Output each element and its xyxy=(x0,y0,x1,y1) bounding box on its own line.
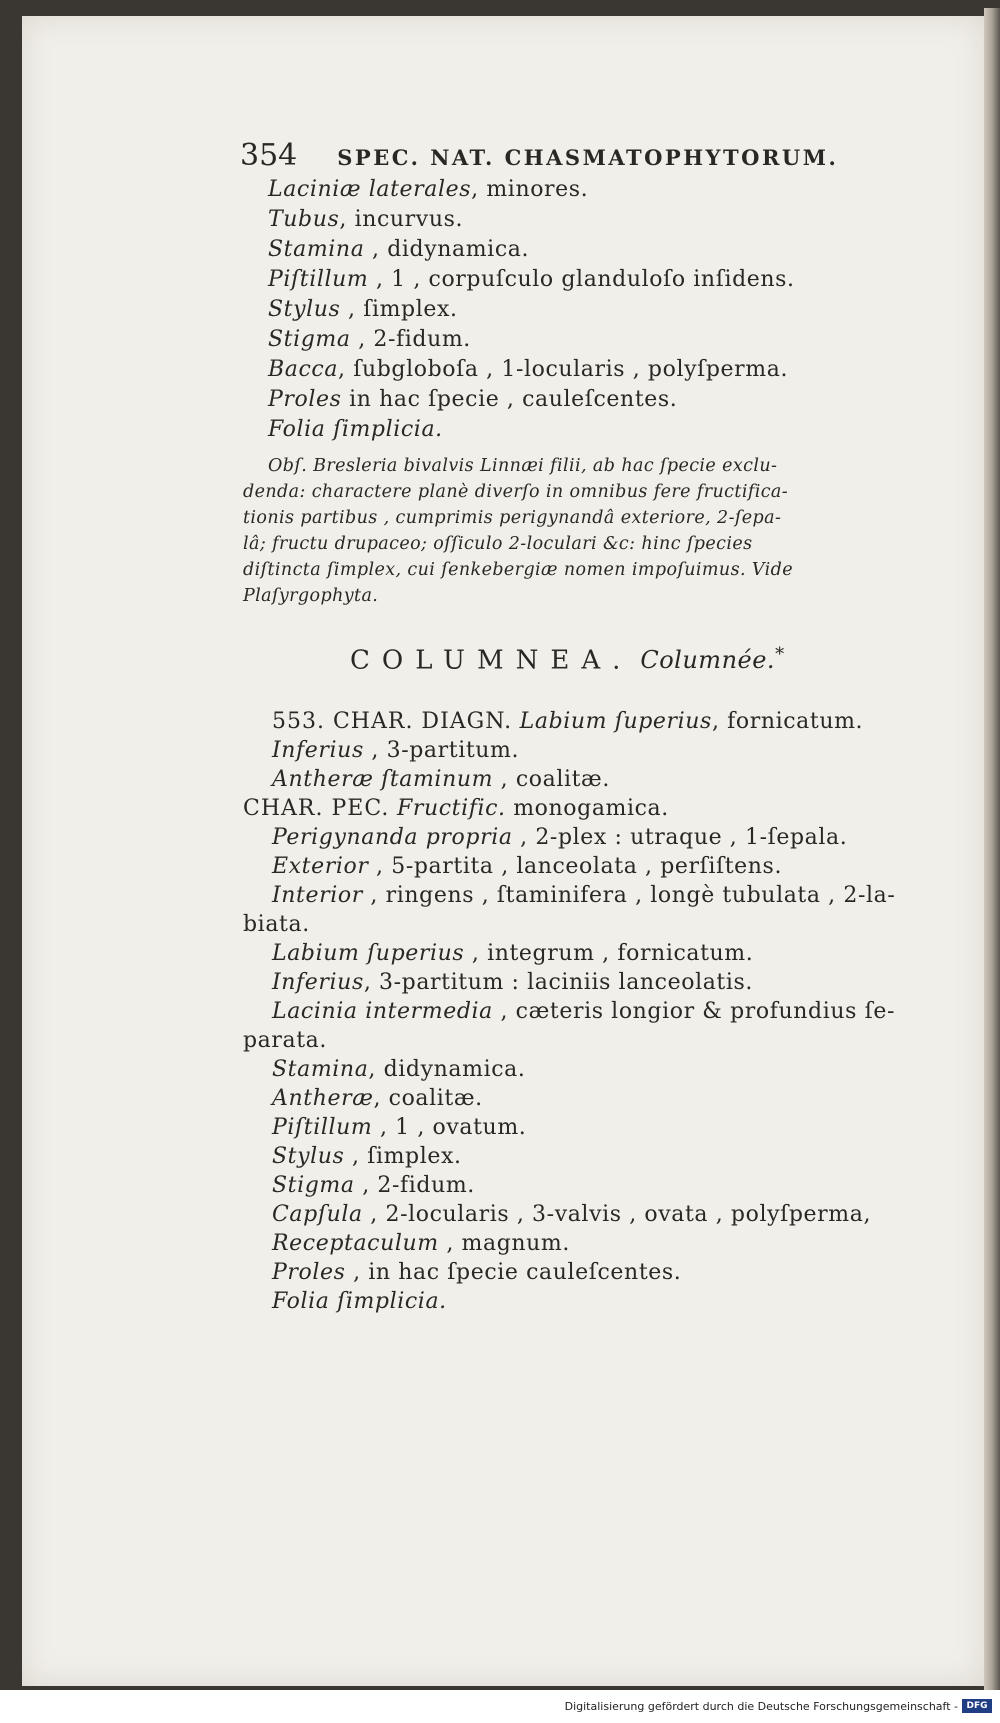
entry-line xyxy=(272,940,753,968)
entry-term: Labium ſuperius xyxy=(272,941,465,966)
genus-name: COLUMNEA. xyxy=(350,645,633,676)
entry-term: Exterior xyxy=(272,854,369,879)
entry-term: Receptaculum xyxy=(272,1231,439,1256)
entry-term: Stigma xyxy=(268,327,351,352)
entry-line xyxy=(272,737,519,765)
entry-line xyxy=(243,911,310,939)
entry-line xyxy=(272,766,610,794)
entry-text: , incurvus. xyxy=(339,207,464,232)
entry-line xyxy=(272,1143,462,1171)
entry-line xyxy=(272,1288,447,1316)
entry-text: , ringens , ſtaminifera , longè tubulata , 2-la- xyxy=(362,883,896,908)
entry-text: , 1 , ovatum. xyxy=(372,1115,527,1140)
digitization-credit: Digitalisierung gefördert durch die Deutsche Forschungsgemeinschaft - xyxy=(564,1700,958,1713)
entry-text: , 5-partita , lanceolata , perſiſtens. xyxy=(368,854,783,879)
entry-line xyxy=(268,386,677,414)
entry-term: Folia ſimplicia. xyxy=(268,417,443,442)
entry-text: , in hac ſpecie cauleſcentes. xyxy=(345,1260,682,1285)
entry-term: Stamina xyxy=(272,1057,369,1082)
entry-line xyxy=(272,1056,525,1084)
entry-term: Folia ſimplicia. xyxy=(272,1289,447,1314)
entry-label: 553. CHAR. DIAGN. xyxy=(272,709,513,734)
entry-text: , 2-locularis , 3-valvis , ovata , polyſperma, xyxy=(362,1202,872,1227)
entry-text: , didynamica. xyxy=(368,1057,526,1082)
entry-term: Antheræ ſtaminum xyxy=(272,767,494,792)
entry-line xyxy=(268,416,443,444)
entry-term: Antheræ xyxy=(272,1086,374,1111)
entry-text: , ſimplex. xyxy=(344,1144,462,1169)
entry-line xyxy=(272,1259,681,1287)
entry-text: , 3-partitum : laciniis lanceolatis. xyxy=(363,970,753,995)
entry-text: , 2-fidum. xyxy=(354,1173,475,1198)
entry-text: , ſubgloboſa , 1-locularis , polyſperma. xyxy=(338,357,789,382)
entry-line xyxy=(268,356,788,384)
entry-text: , coalitæ. xyxy=(493,767,610,792)
footnote-marker: * xyxy=(775,644,785,665)
entry-line xyxy=(272,1172,475,1200)
entry-line xyxy=(268,236,529,264)
entry-term: Capſula xyxy=(272,1202,363,1227)
observation-line: lâ; fructu drupaceo; oſſiculo 2-loculari &c: hinc ſpecies xyxy=(243,534,753,554)
entry-text: , integrum , fornicatum. xyxy=(464,941,754,966)
entry-term: Stigma xyxy=(272,1173,355,1198)
entry-term: Piſtillum xyxy=(272,1115,373,1140)
observation-line: Plaſyrgophyta. xyxy=(243,586,379,606)
entry-term: Inferius xyxy=(272,970,364,995)
dfg-logo: DFG xyxy=(962,1699,992,1713)
entry-term: Piſtillum xyxy=(268,267,369,292)
running-head xyxy=(240,138,839,173)
entry-text: , 1 , corpuſculo glanduloſo inſidens. xyxy=(368,267,795,292)
entry-line xyxy=(272,853,782,881)
entry-line xyxy=(272,1085,483,1113)
observation-line: tionis partibus , cumprimis perigynandâ exteriore, 2-ſepa- xyxy=(243,508,782,528)
entry-text: , fornicatum. xyxy=(711,709,864,734)
observation-line: denda: charactere planè diverſo in omnibus fere fructifica- xyxy=(243,482,789,502)
entry-text: in hac ſpecie , cauleſcentes. xyxy=(341,387,678,412)
entry-text: monogamica. xyxy=(505,796,669,821)
running-title: SPEC. NAT. CHASMATOPHYTORUM. xyxy=(337,145,839,170)
entry-line xyxy=(268,176,588,204)
entry-line xyxy=(272,1114,526,1142)
entry-term: Stylus xyxy=(272,1144,345,1169)
entry-line xyxy=(243,1027,327,1055)
entry-line xyxy=(272,824,847,852)
entry-term: Proles xyxy=(272,1260,346,1285)
entry-term: Interior xyxy=(272,883,363,908)
entry-line xyxy=(243,795,669,823)
entry-text: , magnum. xyxy=(438,1231,570,1256)
section-heading xyxy=(350,641,785,676)
entry-text: , didynamica. xyxy=(364,237,530,262)
entry-line xyxy=(268,206,463,234)
entry-line xyxy=(268,326,471,354)
entry-line xyxy=(272,1201,871,1229)
entry-text: , minores. xyxy=(471,177,589,202)
observation-line: diſtincta ſimplex, cui ſenkebergiæ nomen impoſuimus. Vide xyxy=(243,560,793,580)
entry-term: Labium ſuperius xyxy=(519,709,712,734)
french-name: Columnée. xyxy=(640,646,776,675)
entry-term: Inferius xyxy=(272,738,364,763)
entry-line xyxy=(272,882,895,910)
entry-term: Proles xyxy=(268,387,342,412)
entry-term: Bacca xyxy=(268,357,339,382)
entry-term: Tubus xyxy=(268,207,340,232)
entry-line xyxy=(272,1230,570,1258)
entry-line xyxy=(268,266,795,294)
entry-term: Perigynanda propria xyxy=(272,825,513,850)
entry-line xyxy=(272,969,753,997)
entry-text: parata. xyxy=(243,1028,327,1053)
entry-term: Fructific. xyxy=(396,796,506,821)
entry-term: Lacinia intermedia xyxy=(272,999,493,1024)
entry-text: , cæteris longior & profundius ſe- xyxy=(492,999,895,1024)
entry-line xyxy=(272,708,863,736)
entry-term: Stylus xyxy=(268,297,341,322)
entry-line xyxy=(268,296,458,324)
entry-line xyxy=(272,998,895,1026)
page-number: 354 xyxy=(240,138,298,173)
entry-text: biata. xyxy=(243,912,310,937)
entry-text: , 2-plex : utraque , 1-ſepala. xyxy=(512,825,848,850)
entry-term: Stamina xyxy=(268,237,365,262)
entry-text: , 2-fidum. xyxy=(350,327,471,352)
entry-text: , coalitæ. xyxy=(373,1086,483,1111)
entry-label: CHAR. PEC. xyxy=(243,796,390,821)
entry-term: Laciniæ laterales xyxy=(268,177,472,202)
entry-text: , ſimplex. xyxy=(340,297,458,322)
observation-line: Obſ. Bresleria bivalvis Linnæi filii, ab hac ſpecie exclu- xyxy=(268,456,778,476)
entry-text: , 3-partitum. xyxy=(363,738,520,763)
